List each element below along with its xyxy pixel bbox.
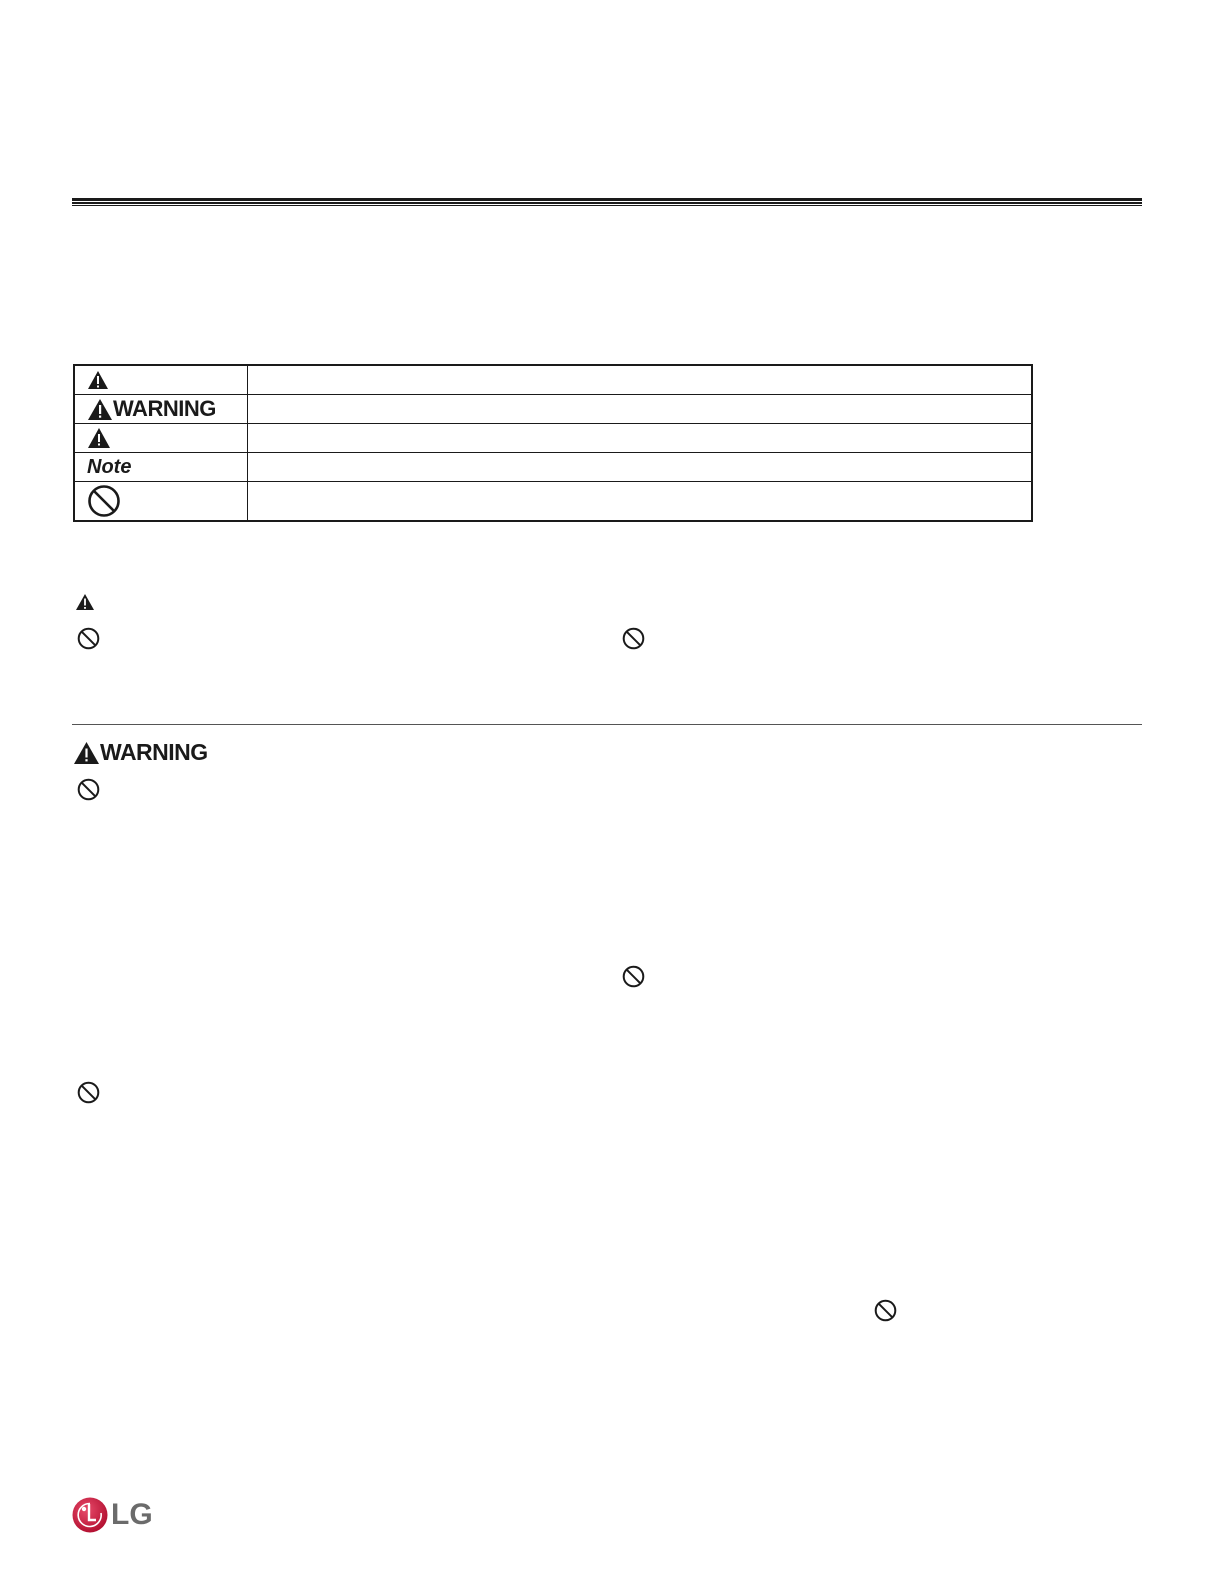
warning-triangle-icon [75,593,95,611]
warning-label: WARNING [113,396,216,421]
prohibition-icon [622,627,645,650]
legend-desc [248,395,1033,424]
legend-desc [248,424,1033,453]
warning-triangle-icon [87,398,113,421]
prohibition-icon [77,1081,100,1104]
prohibition-icon [77,778,100,801]
warning-heading [73,739,208,769]
warning-triangle-icon [87,427,111,449]
legend-row-warning [74,395,1032,424]
warning-triangle-icon [73,741,100,765]
legend-desc [248,482,1033,522]
warning-triangle-icon [87,370,109,390]
lg-wordmark: LG [111,1498,153,1531]
prohibition-icon [87,484,121,518]
note-label: Note [87,455,132,478]
section-divider [72,724,1142,725]
legend-row-prohibited [74,482,1032,522]
warning-label: WARNING [100,739,208,765]
legend-desc [248,453,1033,482]
legend-row-note [74,453,1032,482]
legend-row-caution [74,424,1032,453]
legend-desc [248,365,1033,395]
lg-face-icon [71,1496,109,1534]
prohibition-icon [622,965,645,988]
prohibition-icon [874,1299,897,1322]
legend-row-danger [74,365,1032,395]
prohibition-icon [77,627,100,650]
header-rule [72,198,1142,206]
symbol-legend-table [73,364,1033,522]
